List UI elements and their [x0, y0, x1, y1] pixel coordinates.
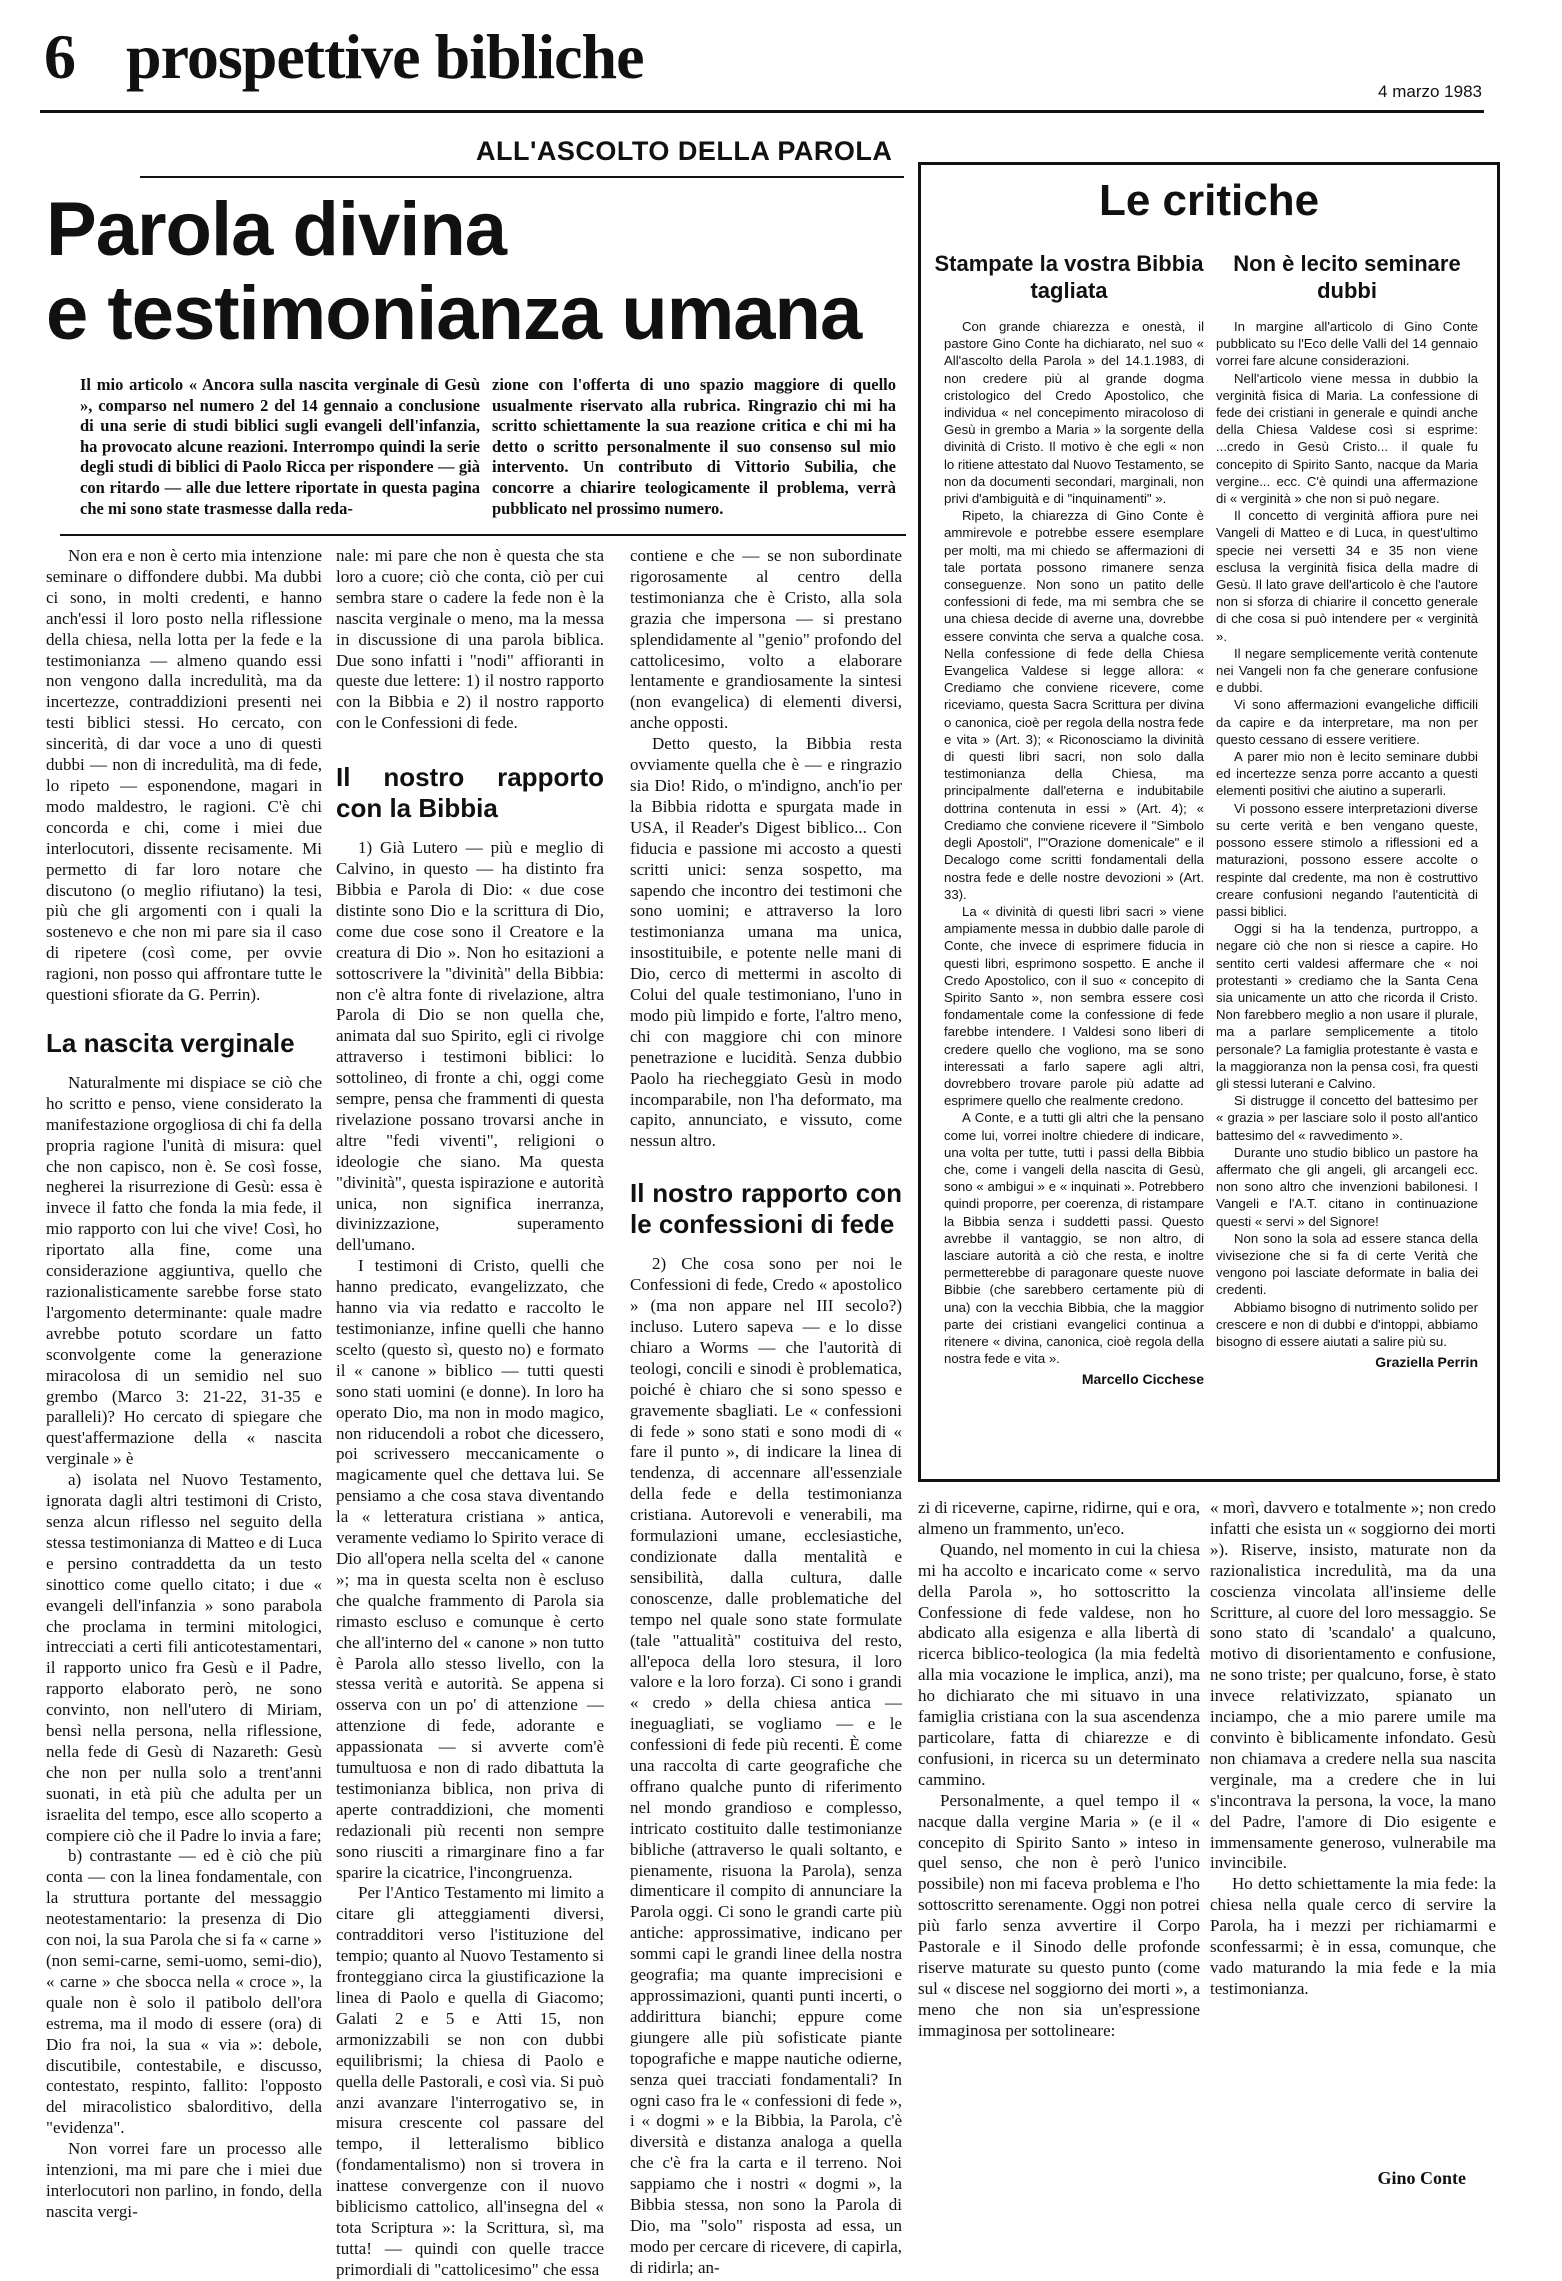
paragraph: A parer mio non è lecito seminare dubbi ed incertezze senza porre accanto a questi elementi positivi che aiutino a superarli. — [1216, 749, 1478, 799]
letter-1-body — [944, 318, 1204, 1389]
paragraph: Non vorrei fare un processo alle intenzioni, ma mi pare che i miei due interlocutori non parlino, in fondo, della nascita vergi- — [46, 2139, 322, 2221]
letter-1-signature: Marcello Cicchese — [1081, 1371, 1204, 1388]
article-column-4 — [918, 1498, 1200, 2042]
paragraph: Detto questo, la Bibbia resta ovviamente quella che è — e ringrazio sia Dio! Rido, o m'indigno, anch'io per la Bibbia ridotta e spurgata made in USA, il Reader's Digest biblico... Con fiducia e passione mi accosto a questi scritti unici: senza sospetto, ma sapendo che incontro dei testimoni che sono uomini; e attraverso la loro testimonianza umana ma unica, insostituibile, e potente nelle mani di Dio, cerco di mettermi in ascolto di Colui del quale testimoniano, l'uno in modo più limpido e forte, l'altro meno, chi con maggiore chi con minore penetrazione e lucidità. Senza dubbio Paolo ha riecheggiato Gesù in modo incomparabile, non l'ha deformato, ma capito, annunciato, e vissuto, come nessun altro. — [630, 734, 902, 1151]
letters-box-title: Le critiche — [1098, 176, 1320, 225]
article-column-3 — [630, 546, 902, 2279]
lead-right: zione con l'offerta di uno spazio maggiore di quello usualmente riservato alla rubrica. Ringrazio chi mi ha scritto schiettamente la sua reazione critica e chi mi ha detto o scritto personalmente il suo consenso sul mio intervento. Un contributo di Vittorio Subilia, che concorre a chiarire teologicamente il problema, verrà pubblicato nel prossimo numero. — [492, 375, 896, 518]
paragraph: Nell'articolo viene messa in dubbio la verginità fisica di Maria. La confessione di fede dei cristiani in generale e quindi anche della Chiesa Valdese così si esprime: ...credo in Gesù Cristo... il quale fu concepito di Spirito Santo, nacque da Maria vergine... ecc. C'è quindi una affermazione di « verginità » che non si può negare. — [1216, 370, 1478, 507]
paragraph: a) isolata nel Nuovo Testamento, ignorata dagli altri testimoni di Cristo, senza alcun riflesso nel seguito della stessa testimonianza di Matteo e di Luca e persino contraddetta da un testo sinottico come quello citato; i due « evangeli dell'infanzia » sono parabola che proclama in termini mitologici, intrecciati a certi fili anticotestamentari, il rapporto unico fra Gesù e il Padre, rapporto elaborato però, ne sono convinto, non nell'utero di Miriam, bensì nella persona, nella riflessione, nella fede di Gesù di Nazareth: Gesù che non per nulla solo a trent'anni suonati, in età più che adulta per un israelita del tempo, esce allo scoperto a compiere ciò che il Padre lo invia a fare; — [46, 1470, 322, 1845]
page-number: 6 — [44, 21, 76, 92]
article-column-2 — [336, 546, 604, 2281]
subhead-confessioni-fede: Il nostro rapporto con le confessioni di fede — [630, 1178, 902, 1240]
paragraph: 2) Che cosa sono per noi le Confessioni di fede, Credo « apostolico » (ma non appare nel III secolo?) incluso. Lutero sapeva — e lo disse chiaro a Worms — che l'autorità di teologi, concili e sinodi è problematica, poiché è chiaro che si sono spesso e gravemente sbagliati. Le « confessioni di fede » sono stati e sono modi di « fare il punto », di indicare la linea di tendenza, di accennare all'essenziale della fede e della testimonianza cristiana. Autorevoli e venerabili, ma formulazioni umane, ecclesiastiche, condizionate dalla mentalità e sensibilità, dalla cultura, dalle conoscenze, dalle problematiche del tempo nel quale sono state formulate (tale "attualità" costituiva del resto, all'epoca della loro stesura, il loro valore e la loro forza). Ci sono i grandi « credo » della chiesa antica — ineguagliati, se vogliamo — e le confessioni di fede più recenti. È come una raccolta di carte geografiche che offrano qualche punto di riferimento nel mondo grandioso e complesso, intricato costituito dalle testimonianze bibliche (attraverso le quali soltanto, e pienamente, risuona la Parola), senza dimenticare il compito di annunciare la Parola oggi. Ci sono le grandi carte più antiche: approssimative, indicano per sommi capi le grandi linee della nostra geografia; ma quante imprecisioni e approssimazioni, quanti punti incerti, o addirittura bianchi; eppure come giungere alle più sofisticate piante topografiche e mappe nautiche odierne, senza quei tracciati fondamentali? In ogni caso fra le « confessioni di fede », i « dogmi » e la Bibbia, la Parola, c'è diversità e distanza analoga a quella che c'è fra la carta e il terreno. Noi sappiamo che i nostri « dogmi », la Bibbia stessa, non sono la Parola di Dio, ma "solo" risposta ad essa, un modo per cercare di ricevere, di capirla, di ridirla; an- — [630, 1254, 902, 2277]
paragraph: Vi sono affermazioni evangeliche difficili da capire e da interpretare, ma non per questo cessano di essere veritiere. — [1216, 697, 1478, 747]
paragraph: Per l'Antico Testamento mi limito a citare gli atteggiamenti diversi, contradditori verso l'istituzione del tempio; quanto al Nuovo Testamento si fronteggiano circa la giustificazione la linea di Paolo e quella di Giacomo; Galati 2 e 5 e Atti 15, non armonizzabili se non con dubbi equilibrismi; la chiesa di Paolo e quella delle Pastorali, e così via. Si può anzi avanzare l'interrogativo se, in misura crescente col passare del tempo, il letteralismo biblico (fondamentalismo) non si trovera in inattese convergenze con il nuovo biblicismo cattolico, all'insegna del « tota Scriptura »: la Scrittura, sì, ma tutta! — quindi con quelle tracce primordiali di "cattolicesimo" che essa — [336, 1883, 604, 2279]
paragraph: Il negare semplicemente verità contenute nei Vangeli non fa che generare confusione e dubbi. — [1216, 645, 1478, 696]
article-column-1 — [46, 546, 322, 2223]
subhead-rapporto-bibbia: Il nostro rapporto con la Bibbia — [336, 762, 604, 824]
letter-2-signature: Graziella Perrin — [1375, 1354, 1478, 1371]
paragraph: nale: mi pare che non è questa che sta loro a cuore; ciò che conta, ciò per cui sembra stare o cadere la fede non è la nascita verginale o meno, ma la messa in discussione di una parola biblica. Due sono infatti i "nodi" affioranti in queste due lettere: 1) il nostro rapporto con la Bibbia e 2) il nostro rapporto con le Confessioni di fede. — [336, 546, 604, 733]
paragraph: Naturalmente mi dispiace se ciò che ho scritto e penso, viene considerato la manifestazione orgogliosa di chi fa della propria ragione l'unità di misura: quel che non capisco, non è. Se così fosse, negherei la risurrezione di Gesù: essa è invece il fatto che fonda la mia fede, il mio rapporto con lui che vive! Così, ho riportato alla fine, come una considerazione aggiuntiva, quello che razionalisticamente sarebbe forse stato l'argomento determinante: quale madre avrebbe potuto scordare un fatto sconvolgente come la generazione miracolosa di un semidio nel suo grembo (Marco 3: 21-22, 31-35 e paralleli)? Ho cercato di spiegare che quest'affermazione della « nascita verginale » è — [46, 1072, 322, 1469]
paragraph: I testimoni di Cristo, quelli che hanno predicato, evangelizzato, che hanno via via redatto e raccolto le testimonianze, infine quelli che hanno scelto (questo sì, questo no) e formato il « canone » biblico — tutti questi sono stati uomini (e donne). In loro ha operato Dio, ma non in modo magico, non riducendoli a robot che dicessero, poi scrivessero meccanicamente o magicamente quel che dettava lui. Se pensiamo a che cosa stava diventando la « letteratura cristiana » antica, veramente vediamo lo Spirito verace di Dio all'opera nella scelta del « canone »; ma in questa scelta non è escluso che qualche frammento di Parola sia rimasto escluso e comunque è certo che all'interno del « canone » non tutto è Parola allo stesso livello, con la stessa verità e autorità. Se appena si osserva con un po' di attenzione — attenzione di fede, adorante e appassionata — si avverte com'è tumultuosa e non di rado dibattuta la testimonianza biblica, non priva di aperte contraddizioni, che momenti redazionali più recenti non sempre sono riusciti a rimarginare fino a far sparire la cicatrice, l'incongruenza. — [336, 1256, 604, 1882]
headline-line-2: e testimonianza umana — [46, 271, 862, 356]
letter-1-title: Stampate la vostra Bibbia tagliata — [934, 251, 1204, 303]
newspaper-section-title: prospettive bibliche — [126, 21, 644, 92]
paragraph: b) contrastante — ed è ciò che più conta — con la linea fondamentale, con la struttura portante del messaggio neotestamentario: la presenza di Dio con noi, la sua Parola che si fa « carne » (non semi-carne, semi-uomo, semi-dio), « carne » che sbocca nella « croce », la quale non è solo il patibolo dell'ora estrema, ma il modo di essere (ora) di Dio fra noi, la sua « via »: debole, discutibile, contestabile, e discusso, contestato, respinto, fallito: l'opposto del miracolistico sbalorditivo, della "evidenza". — [46, 1846, 322, 2138]
paragraph: Abbiamo bisogno di nutrimento solido per crescere e non di dubbi e d'intoppi, abbiamo bisogno di essere aiutati a salire più su. — [1216, 1299, 1478, 1349]
article-headline — [46, 188, 906, 356]
paragraph: Vi possono essere interpretazioni diverse su certe verità e ben vengano queste, possono essere stimolo a riflessioni ed a maturazioni, possono essere accolte o respinte dal credente, ma non è costruttivo creare confusioni negando l'autenticità di passi biblici. — [1216, 800, 1478, 919]
paragraph: A Conte, e a tutti gli altri che la pensano come lui, vorrei inoltre chiedere di indicare, una volta per tutte, tutti i passi della Bibbia che, come i vangeli della nascita di Gesù, sono « ambigui » e « inquinati ». Potrebbero quindi proporre, per coerenza, di ristampare la Bibbia senza i suddetti passi. Questo avrebbe il vantaggio, se non altro, di lasciare autorità a ciò che resta, e inoltre permetterebbe di paragonare queste nuove Bibbie (che sarebbero certamente più di una) con la vecchia Bibbia, che la maggior parte dei cristiani evangelici continua a ritenere « divina, canonica, cioè regola della nostra fede e vita ». — [944, 1110, 1204, 1367]
lead-left: Il mio articolo « Ancora sulla nascita verginale di Gesù », comparso nel numero 2 del 14 gennaio a conclusione di una serie di studi biblici sugli evangeli dell'infanzia, ha provocato alcune reazioni. Interrompo quindi la serie degli studi di biblici di Paolo Ricca per rispondere — già con ritardo — alle due lettere riportate in questa pagina che mi sono state trasmesse dalla reda- — [80, 375, 480, 518]
paragraph: « morì, davvero e totalmente »; non credo infatti che esista un « soggiorno dei morti »). Riserve, insisto, maturate non da razionalistica incredulità, ma da una coscienza vincolata all'insieme delle Scritture, al cuore del loro messaggio. Se sono stato di 'scandalo' a qualcuno, motivo di disorientamento e confusione, ne sono triste; per qualcuno, forse, è stato invece relativizzato, spianato un inciampo, che a mio parere umile ma convinto è biblicamente infondato. Gesù non chiamava a credere nella sua nascita verginale, ma a credere che in lui s'incontrava la persona, la voce, la mano del Padre, l'amore di Dio esigente e immensamente generoso, vulnerabile ma invincibile. — [1210, 1498, 1496, 1873]
paragraph: Quando, nel momento in cui la chiesa mi ha accolto e incaricato come « servo della Parola », ho sottoscritto la Confessione di fede valdese, non ho abdicato alla esigenza e alla libertà di ricerca biblico-teologica (la mia fedeltà alla mia vocazione le implica, anzi), ma ho dichiarato che mi situavo in una famiglia cristiana con la sua ascendenza particolare, fatta di chiarezze e di confusioni, in ricerca su un determinato cammino. — [918, 1539, 1200, 1789]
paragraph: Il concetto di verginità affiora pure nei Vangeli di Matteo e di Luca, in quest'ultimo specie nei versetti 34 e 35 non viene esclusa la verginità fisica della madre di Gesù. Il lato grave dell'articolo è che l'autore non si sforza di chiarire il concetto generale di che cosa si può intendere per « verginità ». — [1216, 508, 1478, 644]
masthead-rule — [40, 110, 1484, 113]
article-signature: Gino Conte — [1377, 2168, 1466, 2188]
paragraph: Ripeto, la chiarezza di Gino Conte è ammirevole e potrebbe essere esemplare per molti, ma mi chiedo se affermazioni di tale portata possono rimanere senza conseguenze. Non sono un patito delle confessioni di fede, ma mi sembra che se una chiesa decide di averne una, dovrebbe essere convinta che serva a qualche cosa. Nella confessione di fede della Chiesa Evangelica Valdese si legge allora: « Crediamo che conviene ricevere, come riceviamo, questa Sacra Scrittura per divina o canonica, cioè per regola della nostra fede e vita » (Art. 3); « Riconosciamo la divinità di questi libri sacri, non solo dalla testimonianza della Chiesa, ma principalmente dall'eterna e indubitabile dottrina contenuta in essi » (Art. 4); « Crediamo che conviene ricevere il "Simbolo degli Apostoli", l'"Orazione domenicale" e il Decalogo come scritti fondamentali della nostra fede e delle nostre devozioni » (Art. 33). — [944, 508, 1204, 902]
column-label-rule — [140, 176, 904, 178]
article-column-5 — [1210, 1498, 1496, 2000]
paragraph: Non era e non è certo mia intenzione seminare o diffondere dubbi. Ma dubbi ci sono, in molti credenti, e hanno anch'essi il loro posto nella riflessione della chiesa, nella lotta per la fede e la testimonianza — almeno quando essi non vengono dalla incredulità, ma da incertezze, contraddizioni presenti nei testi biblici stessi. Ho cercato, con sincerità, di dar voce a uno di questi dubbi — non di incredulità, ma di fede, lo ripeto — esponendone, magari in modo maldestro, le ragioni. C'è chi concorda e chi, come i miei due interlocutori, dissente recisamente. Mi permetto di far loro notare che discutono (o meglio rifiutano) la tesi, più che gli argomenti con i quali la sostenevo e che non mi pare sia il caso di ripetere (così come, per ovvie ragioni, non posso qui affrontare tutte le questioni sfiorate da G. Perrin). — [46, 546, 322, 1005]
paragraph: contiene e che — se non subordinate rigorosamente al centro della testimonianza che è Cristo, alla sola grazia che impersona — si prestano splendidamente al "genio" profondo del cattolicesimo, volto a elaborare lentamente e grandiosamente la sintesi (non evangelica) di elementi diversi, anche opposti. — [630, 546, 902, 733]
subhead-nascita-verginale: La nascita verginale — [46, 1027, 295, 1058]
paragraph: Ho detto schiettamente la mia fede: la chiesa nella quale cerco di servire la Parola, ha i mezzi per richiamarmi e sconfessarmi; è in essa, comunque, che vado maturando la mia fede e la mia testimonianza. — [1210, 1874, 1496, 1998]
letter-2-title: Non è lecito seminare dubbi — [1233, 251, 1461, 303]
paragraph: La « divinità di questi libri sacri » viene ampiamente messa in dubbio dalle parole di Conte, che invece di esprimere fiducia in questi libri, esprimono sospetto. E anche il Credo Apostolico, con il suo « concepito di Spirito Santo », non sembra essere così fondamentale come la confessione di fede farebbe intendere. I Valdesi sono liberi di credere quello che vogliono, ma se sono interessati a farlo sapere agli altri, dovrebbero trovare parole più adatte ad esprimere quello che realmente credono. — [944, 903, 1204, 1109]
paragraph: 1) Già Lutero — più e meglio di Calvino, in questo — ha distinto fra Bibbia e Parola di Dio: « due cose distinte sono Dio e la scrittura di Dio, come due cose sono il Creatore e la creatura di Dio ». Non ho esitazioni a sottoscrivere la "divinità" della Bibbia: non c'è altra fonte di rivelazione, altra Parola di Dio se non quella che, animata dal suo Spirito, egli ci rivolge attraverso i testimoni biblici: lo sottolineo, di fronte a chi, oggi come sempre, pensa che frammenti di questa rivelazione possano trovarsi anche in altre "fedi viventi", religioni o ideologie che siano. Ma questa "divinità", questa ispirazione e autorità unica, non significa inerranza, divinizzazione, superamento dell'umano. — [336, 838, 604, 1255]
column-label: ALL'ASCOLTO DELLA PAROLA — [476, 136, 893, 166]
headline-line-1: Parola divina — [46, 187, 507, 272]
paragraph: Personalmente, a quel tempo il « nacque dalla vergine Maria » (e il « concepito di Spirito Santo » inteso in quel senso, che non è però l'unico possibile) non mi faceva problema e l'ho sottoscritto serenamente. Oggi non potrei più farlo senza avvertire il Corpo Pastorale e il Sinodo delle profonde riserve maturate su questo punto (come sul « discese nel soggiorno dei morti », a meno che non sia un'espressione immaginosa per sottolineare: — [918, 1790, 1200, 2040]
paragraph: Si distrugge il concetto del battesimo per « grazia » per lasciare solo il posto all'antico battesimo del « ravvedimento ». — [1216, 1093, 1478, 1143]
paragraph: In margine all'articolo di Gino Conte pubblicato su l'Eco delle Valli del 14 gennaio vorrei fare alcune considerazioni. — [1216, 319, 1478, 369]
letter-2-body — [1216, 318, 1478, 1371]
paragraph: Oggi si ha la tendenza, purtroppo, a negare ciò che non si riesce a capire. Ho sentito certi valdesi affermare che « noi protestanti » crediamo che la Santa Cena sia unicamente un atto che ricorda il Cristo. Non farebbero meglio a non usare il plurale, ma a parlare semplicemente a titolo personale? La famiglia protestante è vasta e la maggioranza non la pensa così, fra questi gli stessi luterani e Calvino. — [1216, 921, 1478, 1091]
issue-date: 4 marzo 1983 — [1378, 82, 1482, 101]
paragraph: Con grande chiarezza e onestà, il pastore Gino Conte ha dichiarato, nel suo « All'ascolto della Parola » del 14.1.1983, di non credere più al grande dogma cristologico del Credo Apostolico, che individua « nel concepimento miracoloso di Gesù in grembo a Maria » la sorgente della divinità di Cristo. Il motivo è che egli « non lo ritiene attestato dal Nuovo Testamento, se non da documenti secondari, marginali, non privi d'ambiguità e di "inquinamenti" ». — [944, 319, 1204, 507]
lead-rule — [60, 534, 906, 536]
paragraph: Durante uno studio biblico un pastore ha affermato che gli angeli, gli arcangeli ecc. non sono altro che invenzioni babilonesi. I Vangeli e l'A.T. citano in continuazione questi « servi » del Signore! — [1216, 1144, 1478, 1229]
paragraph: Non sono la sola ad essere stanca della vivisezione che si fa di certe Verità che vengono poi lasciate deformate in balia dei credenti. — [1216, 1230, 1478, 1298]
paragraph: zi di riceverne, capirne, ridirne, qui e ora, almeno un frammento, un'eco. — [918, 1498, 1200, 1538]
